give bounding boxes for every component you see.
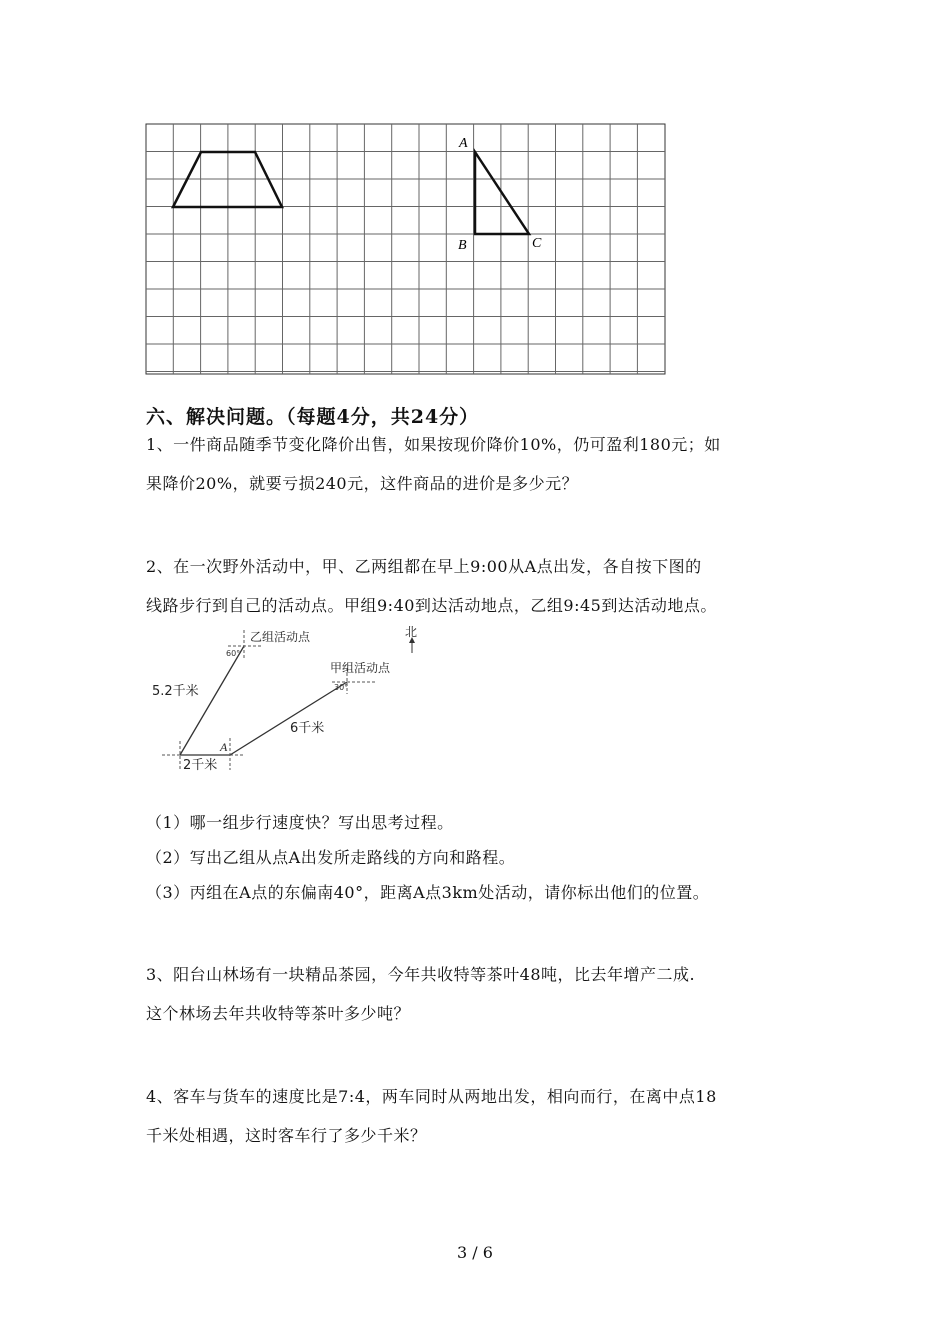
grid-inner [146,124,665,374]
q2-line2: 线路步行到自己的活动点。甲组9:40到达活动地点，乙组9:45到达活动地点。 [146,596,717,615]
label-c: C [532,236,542,251]
q2-sub3: （3）丙组在A点的东偏南40°，距离A点3km处活动，请你标出他们的位置。 [146,883,710,902]
q1-line1: 1、一件商品随季节变化降价出售，如果按现价降价10%，仍可盈利180元；如 [146,435,721,454]
angle-yi-label: 60° [226,649,241,658]
route-diagram [140,618,440,776]
grid-lines [146,124,665,374]
dist-yi-label: 5.2千米 [152,684,199,699]
label-b: B [458,238,467,253]
dist-jia-label: 6千米 [290,721,325,736]
angle-jia-label: 30° [334,683,349,692]
label-a: A [459,136,468,151]
yi-point-label: 乙组活动点 [250,630,311,644]
q4-line1: 4、客车与货车的速度比是7:4，两车同时从两地出发，相向而行，在离中点18 [146,1087,717,1106]
route-yi [180,646,244,755]
north-label: 北 [405,625,418,639]
q2-line1: 2、在一次野外活动中，甲、乙两组都在早上9:00从A点出发，各自按下图的 [146,557,702,576]
section-title: 六、解决问题。（每题4分，共24分） [146,406,480,428]
q3-line2: 这个林场去年共收特等茶叶多少吨？ [146,1004,411,1023]
dist-west-label: 2千米 [183,758,218,773]
point-a-label: A [220,740,228,754]
route-jia [230,682,347,755]
q2-sub2: （2）写出乙组从点A出发所走路线的方向和路程。 [146,848,516,867]
jia-point-label: 甲组活动点 [330,661,391,675]
q2-sub1: （1）哪一组步行速度快？写出思考过程。 [146,813,454,832]
q1-line2: 果降价20%，就要亏损240元，这件商品的进价是多少元？ [146,474,579,493]
q4-line2: 千米处相遇，这时客车行了多少千米？ [146,1126,427,1145]
q3-line1: 3、阳台山林场有一块精品茶园，今年共收特等茶叶48吨，比去年增产二成. [146,965,696,984]
triangle-abc [475,152,529,234]
page-number: 3 / 6 [457,1243,493,1262]
grid-figure [140,118,670,380]
